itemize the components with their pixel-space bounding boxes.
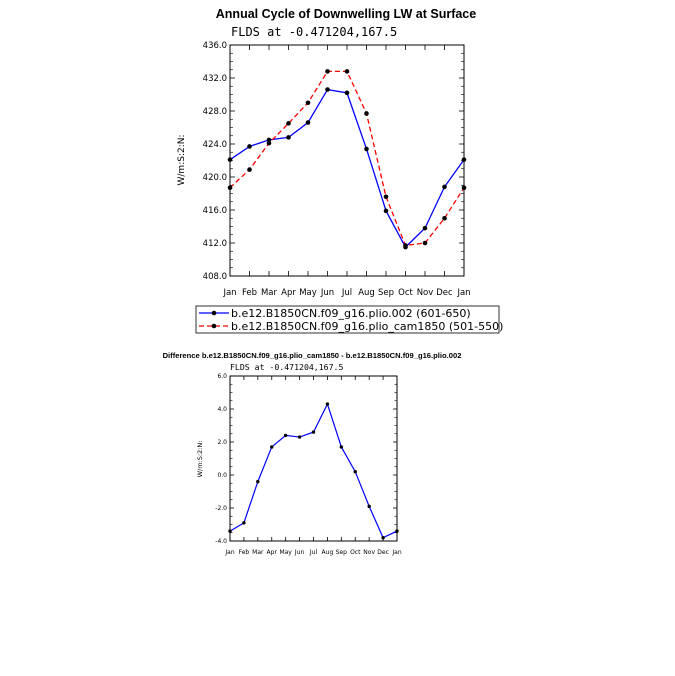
legend-marker-plio002 (212, 311, 217, 316)
c2-xtick-label: Jun (294, 549, 305, 556)
c1-ytick-label: 420.0 (202, 172, 227, 183)
annual-cycle-chart (177, 7, 476, 298)
c1-ytick-label: 408.0 (202, 271, 227, 282)
c1-xtick-label: Sep (377, 288, 395, 298)
c1-xtick-label: Nov (416, 288, 434, 298)
chart1-legend (196, 306, 503, 333)
c1-xtick-label: Aug (358, 288, 375, 298)
c2-series-0-point (381, 536, 384, 539)
c1-series-1-point (384, 195, 389, 200)
c1-series-0-point (247, 144, 252, 149)
c1-xtick-label: Mar (260, 288, 278, 298)
c2-xtick-label: May (279, 549, 292, 556)
c1-ytick-label: 416.0 (202, 205, 227, 216)
c1-series-0-point (286, 135, 291, 140)
c1-series-1-point (442, 216, 447, 221)
chart2-ylabel: W/m:S:2:N: (196, 440, 204, 478)
c2-series-line-0 (230, 404, 397, 538)
c1-series-0-point (442, 185, 447, 190)
c2-series-0-point (298, 435, 301, 438)
c1-ytick-label: 412.0 (202, 238, 227, 249)
c1-series-1-point (364, 111, 369, 116)
c1-series-1-point (423, 241, 428, 246)
c2-xtick-label: Apr (266, 549, 277, 556)
c2-xtick-label: Dec (377, 549, 389, 556)
c1-ytick-label: 424.0 (202, 139, 227, 150)
legend-marker-cam1850 (212, 324, 217, 329)
c2-xtick-label: Sep (335, 549, 347, 556)
c2-series-0-point (367, 505, 370, 508)
chart1-subtitle: FLDS at -0.471204,167.5 (231, 25, 398, 39)
c1-xtick-label: May (299, 288, 317, 298)
c2-series-0-point (228, 529, 231, 532)
legend-label-cam1850: b.e12.B1850CN.f09_g16.plio_cam1850 (501-550) (231, 320, 504, 333)
chart1-ylabel: W/m:S:2:N: (177, 134, 187, 186)
c1-series-line-0 (230, 90, 464, 248)
c1-xtick-label: Jan (223, 288, 237, 298)
c1-ytick-label: 428.0 (202, 106, 227, 117)
chart2-title: Difference b.e12.B1850CN.f09_g16.plio_cam1850 - b.e12.B1850CN.f09_g16.plio.002 (162, 351, 462, 360)
c2-xtick-label: Oct (350, 549, 361, 556)
c1-series-1-point (306, 100, 311, 105)
c2-series-0-point (242, 521, 245, 524)
c2-ytick-label: 0.0 (217, 472, 227, 480)
difference-chart (163, 351, 462, 556)
c1-series-0-point (345, 91, 350, 96)
c1-series-1-point (228, 185, 233, 190)
c2-xtick-label: Jan (225, 549, 235, 556)
c1-series-0-point (364, 147, 369, 152)
legend-label-plio002: b.e12.B1850CN.f09_g16.plio.002 (601-650) (231, 307, 471, 320)
c1-xtick-label: Apr (281, 288, 296, 298)
c2-ytick-label: 4.0 (217, 406, 227, 414)
c2-series-0-point (340, 445, 343, 448)
chart2-subtitle: FLDS at -0.471204,167.5 (230, 362, 344, 372)
c1-series-1-point (325, 69, 330, 74)
c2-ytick-label: -4.0 (215, 538, 227, 546)
c2-series-0-point (326, 402, 329, 405)
c1-series-1-point (345, 69, 350, 74)
c2-xtick-label: Mar (252, 549, 264, 556)
c2-ytick-label: -2.0 (215, 505, 227, 513)
c2-xtick-label: Nov (363, 549, 376, 556)
c1-series-1-point (247, 167, 252, 172)
c1-xtick-label: Feb (241, 288, 258, 298)
c1-series-1-point (286, 121, 291, 126)
c1-series-1-point (267, 141, 272, 146)
c1-series-0-point (462, 157, 467, 162)
chart1-plot-frame (230, 45, 464, 276)
c2-series-0-point (354, 470, 357, 473)
c1-series-0-point (306, 120, 311, 125)
c1-series-1-point (403, 243, 408, 248)
chart1-title: Annual Cycle of Downwelling LW at Surface (215, 7, 477, 21)
c2-series-0-point (256, 480, 259, 483)
c2-ytick-label: 6.0 (217, 373, 227, 381)
c1-xtick-label: Oct (398, 288, 413, 298)
c1-ytick-label: 436.0 (202, 40, 227, 51)
c2-xtick-label: Jul (309, 549, 318, 556)
c1-xtick-label: Jul (341, 288, 353, 298)
c2-series-0-point (395, 529, 398, 532)
c1-series-1-point (462, 185, 467, 190)
c2-series-0-point (284, 434, 287, 437)
c1-xtick-label: Jan (457, 288, 471, 298)
c1-series-0-point (384, 209, 389, 214)
c2-xtick-label: Jan (392, 549, 402, 556)
c1-xtick-label: Jun (320, 288, 335, 298)
c2-ytick-label: 2.0 (217, 439, 227, 447)
chart2-plot-frame (230, 376, 397, 541)
c1-xtick-label: Dec (436, 288, 453, 298)
c1-series-0-point (325, 87, 330, 92)
c1-ytick-label: 432.0 (202, 73, 227, 84)
c1-series-0-point (423, 226, 428, 231)
c2-xtick-label: Feb (238, 549, 250, 556)
c2-xtick-label: Aug (321, 549, 334, 556)
c1-series-0-point (228, 157, 233, 162)
c2-series-0-point (312, 430, 315, 433)
c2-series-0-point (270, 445, 273, 448)
